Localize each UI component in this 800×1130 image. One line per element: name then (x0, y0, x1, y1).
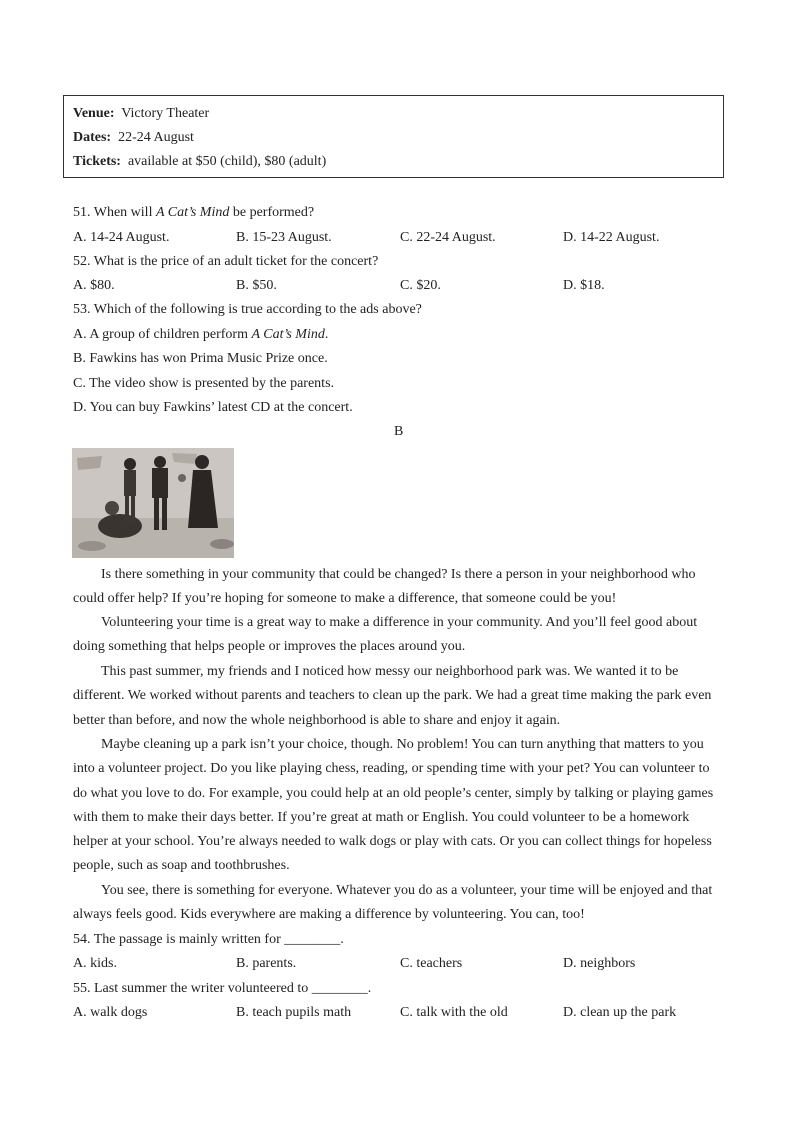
dates-label: Dates: (73, 130, 112, 145)
question-54-options (73, 954, 733, 974)
option-a-text: A. A group of children perform (73, 327, 252, 342)
passage-paragraph-5: You see, there is something for everyone. Whatever you do as a volunteer, your time will be enjoyed and that always feels good. Kids everywhere are making a difference by volunteering. You can, too! (73, 883, 713, 923)
children-photo-image (72, 448, 234, 558)
venue-value: Victory Theater (121, 106, 210, 121)
dates-line (73, 126, 714, 150)
passage-paragraph-2: Volunteering your time is a great way to make a difference in your community. And you’ll feel good about doing something that helps people or improves the places around you. (73, 615, 698, 655)
option-b[interactable]: B. parents. (236, 956, 297, 971)
question-51-post: be performed? (229, 205, 315, 220)
question-51-options (73, 228, 733, 248)
question-53-option-d[interactable]: D. You can buy Fawkins’ latest CD at the concert. (73, 400, 353, 415)
question-55: 55. Last summer the writer volunteered to ________. (73, 981, 372, 996)
option-d[interactable]: D. $18. (563, 278, 605, 293)
option-b[interactable]: B. 15-23 August. (236, 230, 332, 245)
question-53-option-b[interactable]: B. Fawkins has won Prima Music Prize once. (73, 351, 328, 366)
question-53-option-c[interactable]: C. The video show is presented by the parents. (73, 376, 335, 391)
passage-paragraph-3: This past summer, my friends and I noticed how messy our neighborhood park was. We wanted it to be different. We worked without parents and teachers to clean up the park. We had a great time making the park even better than before, and now the whole neighborhood is able to share and enjoy it again. (73, 664, 712, 728)
option-a[interactable]: A. 14-24 August. (73, 230, 170, 245)
question-54: 54. The passage is mainly written for ________. (73, 932, 344, 947)
passage-paragraph-4: Maybe cleaning up a park isn’t your choice, though. No problem! You can turn anything that matters to you into a volunteer project. Do you like playing chess, reading, or spending time with your pet? You can volunteer to do what you love to do. For example, you could help at an old people’s center, simply by talking or playing games with them to make their days better. If you’re great at math or English. You could volunteer to be a homework helper at your school. You’re always needed to walk dogs or play with cats. Or you can collect things for hopeless people, such as soap and toothbrushes. (73, 737, 714, 874)
option-a-end: . (324, 327, 329, 342)
tickets-value: available at $50 (child), $80 (adult) (127, 154, 327, 169)
option-b[interactable]: B. teach pupils math (236, 1005, 352, 1020)
option-d[interactable]: D. neighbors (563, 956, 636, 971)
question-51 (73, 203, 314, 223)
option-c[interactable]: C. talk with the old (400, 1005, 508, 1020)
option-a-title: A Cat’s Mind (251, 327, 325, 342)
dates-value: 22-24 August (118, 130, 194, 145)
question-52-options (73, 276, 733, 296)
section-label: B (394, 424, 404, 439)
option-a[interactable]: A. walk dogs (73, 1005, 148, 1020)
tickets-label: Tickets: (73, 154, 121, 169)
passage-paragraph-1: Is there something in your community that could be changed? Is there a person in your neighborhood who could offer help? If you’re hoping for someone to make a difference, that someone could be you! (73, 567, 696, 607)
option-a[interactable]: A. $80. (73, 278, 115, 293)
option-c[interactable]: C. teachers (400, 956, 463, 971)
option-d[interactable]: D. 14-22 August. (563, 230, 660, 245)
option-c[interactable]: C. $20. (400, 278, 441, 293)
option-d[interactable]: D. clean up the park (563, 1005, 677, 1020)
venue-label: Venue: (73, 106, 115, 121)
venue-line (73, 102, 714, 126)
option-a[interactable]: A. kids. (73, 956, 117, 971)
passage-photo (72, 448, 234, 558)
question-52: 52. What is the price of an adult ticket for the concert? (73, 254, 379, 269)
question-51-title: A Cat’s Mind (155, 205, 230, 220)
tickets-line (73, 150, 714, 174)
question-51-pre: 51. When will (73, 205, 156, 220)
question-53-option-a[interactable] (73, 325, 328, 345)
question-55-options (73, 1003, 733, 1023)
ad-info-box (63, 95, 724, 178)
option-b[interactable]: B. $50. (236, 278, 277, 293)
option-c[interactable]: C. 22-24 August. (400, 230, 496, 245)
question-53: 53. Which of the following is true according to the ads above? (73, 302, 422, 317)
